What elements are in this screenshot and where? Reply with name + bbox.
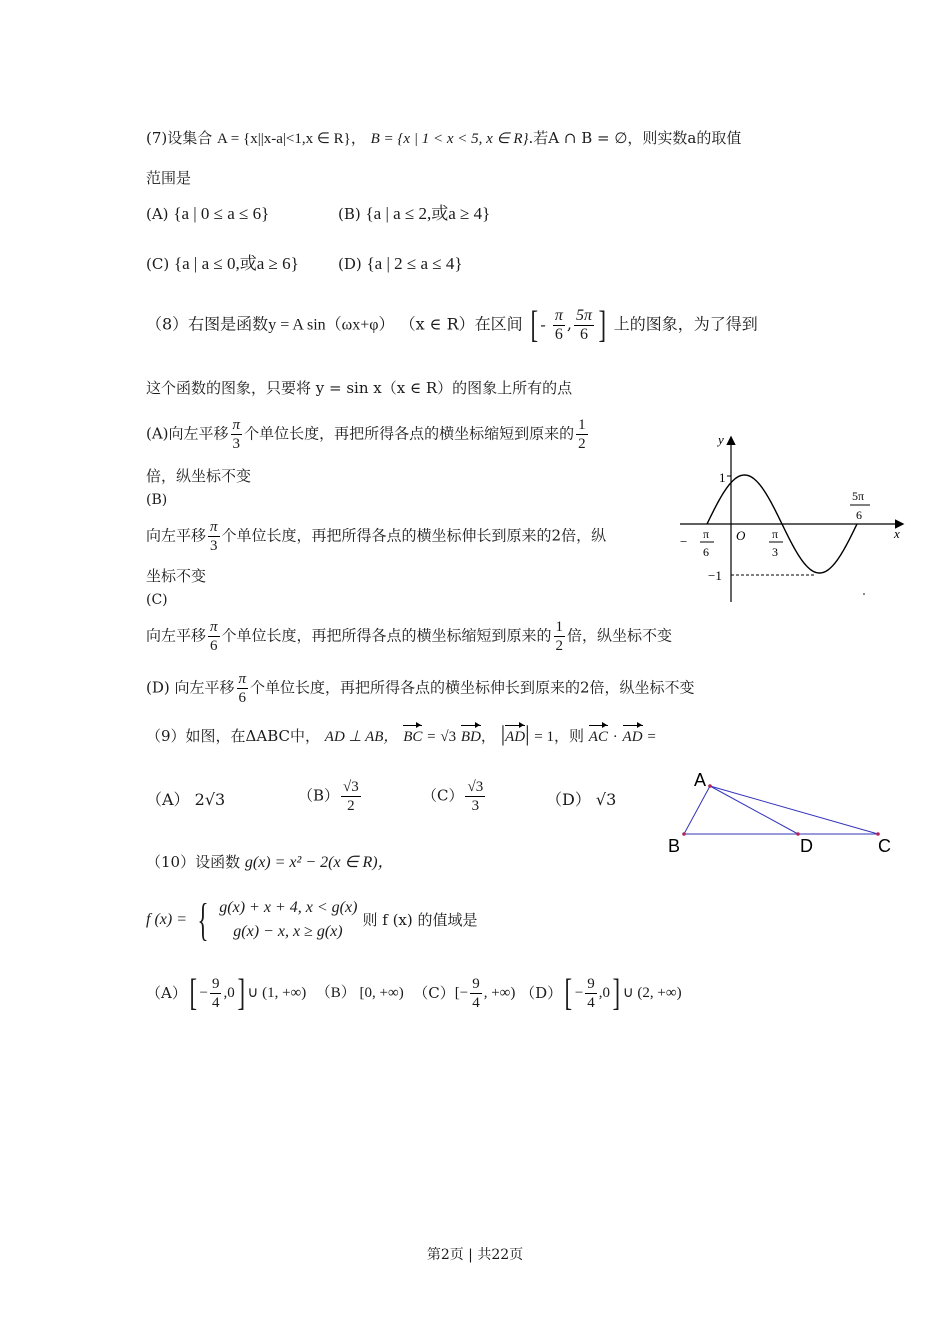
q8-frac-5pi6-den: 6 [579,325,588,343]
q8-option-a-b: 个单位长度，再把所得各点的横坐标缩短到原来的 [244,424,575,443]
q10-tail: 则 f (x) 的值域是 [362,911,478,929]
q10-f-lhs: f (x) = [146,911,187,928]
q7-comma: ， [350,129,366,147]
q10-d-zero: ,0 [598,985,611,1001]
q7-prefix: (7)设集合 [146,129,213,147]
q10-a-frac-den: 4 [211,994,220,1011]
x-axis-label: x [894,526,900,541]
q10-a-frac-num: 9 [211,975,220,992]
q8-option-c-half-den: 2 [555,638,564,654]
x-tick-right-num: 5π [852,489,865,503]
q8-sine-graph [676,428,908,606]
q8-stem: （8）右图是函数y = A sin（ωx+φ） （x ∈ R）在区间 [ - $\frac{\pi}{6}$ , $\frac{5\pi}{6}$ ] 上的图象，为了得到 [146,304,758,346]
q9-stem-a: （9）如图，在ΔABC中， [146,727,320,745]
q8-option-b-label: (B) [146,492,168,508]
q8-frac-pi6-den: 6 [554,325,563,343]
q10-options [146,974,682,1012]
q8-option-b-frac-den: 3 [210,538,218,554]
q8-frac-pi6-num: π [554,306,563,324]
q9-abs-close: | [525,721,530,746]
q8-option-a-frac-den: 3 [232,436,241,452]
q7-option-a [146,204,269,224]
q10-f-def [146,896,478,944]
q10-c-open: [− [454,985,469,1001]
q9-option-b-frac [341,778,361,815]
q7-set-b: B = {x | 1 < x < 5, x ∈ R} [370,131,529,147]
q10-a-zero: ,0 [223,985,235,1001]
q8-stem-a: （8）右图是函数 [146,314,269,334]
q9-tail: = [647,729,656,745]
q7-option-c-text: {a | a ≤ 0,或a ≥ 6} [173,254,299,273]
q8-option-c [146,618,672,655]
y-tick-minus1: −1 [708,568,722,583]
q8-option-a-frac [231,416,243,453]
q9-comma: ， [480,727,496,745]
q10-brace: { [197,894,209,945]
q8-domain: （x ∈ R）在区间 [399,314,523,334]
label-c: C [878,836,891,856]
q7-set-a: A = {x||x-a|<1,x ∈ R} [217,131,351,147]
q8-option-c-half [554,618,566,655]
q8-option-d-a: (D) 向左平移 [146,678,235,697]
q7-option-b [338,204,490,224]
q9-vec-bd: BD [460,729,481,745]
q10-a-bracket-open: [ [189,972,197,1014]
q10-a-bracket-close: ] [237,972,245,1014]
q10-option-c-label: （C） [413,984,455,1002]
q9-option-c-num: √3 [467,779,484,795]
q8-minus: - [540,316,546,334]
q7-option-a-text: {a | 0 ≤ a ≤ 6} [173,204,270,223]
q9-option-b-num: √3 [343,779,359,795]
edge-ad [710,786,798,834]
q9-option-b-label: （B） [298,786,340,805]
q7-option-c-label: (C) [146,255,170,273]
q7-option-a-label: (A) [146,205,169,223]
q10-option-d-label: （D） [520,984,563,1002]
q8-frac-5pi6-num: 5π [575,306,592,324]
q8-option-a-half [576,416,588,453]
q10-case2: g(x) − x, x ≥ g(x) [233,923,343,940]
q8-option-c-frac-den: 6 [210,638,218,654]
q8-option-a-cont: 倍，纵坐标不变 [146,467,252,485]
q9-vec-ad: AD [505,729,526,745]
label-a: A [694,770,707,790]
q8-frac-pi6 [553,307,565,344]
q8-option-c-half-num: 1 [555,619,564,635]
q9-stem [146,721,656,747]
q8-bracket-close: ] [598,304,607,346]
q9-abs-open: | [500,721,506,746]
q9-vec-bc: BC [403,729,423,745]
q8-func: y = A sin（ωx+φ） [268,316,395,334]
q8-option-d [146,670,695,707]
q8-option-c-frac-num: π [210,619,218,635]
q7-option-d-text: {a | 2 ≤ a ≤ 4} [366,254,463,273]
q10-a-tail: ∪ (1, +∞) [247,985,307,1001]
q9-option-b-den: 2 [347,798,355,814]
q8-option-c-b: 个单位长度，再把所得各点的横坐标缩短到原来的 [221,626,552,645]
q9-vec-ad2: AD [622,729,643,745]
q10-stem [146,852,394,873]
q8-frac-5pi6 [574,307,594,344]
q9-triangle-figure [660,766,900,862]
q9-dot: · [612,729,618,745]
q10-stem-text: （10）设函数 [146,853,241,871]
q9-option-d: （D） √3 [546,790,617,809]
q9-option-c [422,778,487,815]
q7-condition: .若A ∩ B = ∅，则实数a的取值 [528,129,742,147]
q7-option-d-label: (D) [338,255,362,273]
q10-d-frac-den: 4 [587,994,595,1011]
q8-option-b [146,518,606,555]
q9-abs-eq: = 1，则 [534,729,585,745]
q8-option-d-frac-num: π [238,671,247,687]
x-tick-neg-sign: − [680,534,688,549]
page-footer: 第2页 | 共22页 [426,1247,524,1263]
x-tick-mid-den: 3 [772,545,778,559]
x-tick-right-den: 6 [856,508,862,522]
q8-option-a-a: (A)向左平移 [146,424,229,443]
q10-c-frac-den: 4 [472,994,480,1011]
point-b [682,832,686,836]
q9-perp: AD ⊥ AB， [324,729,399,745]
y-axis-label: y [718,432,724,447]
q9-option-b [298,778,363,815]
q10-d-bracket-open: [ [564,972,573,1014]
q8-option-b-a: 向左平移 [146,526,207,545]
q7-line2: 范围是 [146,169,192,187]
q10-a-minus: − [199,985,208,1001]
q10-c-tail: , +∞) [483,985,516,1001]
corner-dot [863,593,865,595]
q7-option-b-text: {a | a ≤ 2,或a ≥ 4} [365,204,491,223]
q10-case1: g(x) + x + 4, x < g(x) [219,899,358,916]
q7-option-d [338,254,463,274]
x-tick-mid-num: π [772,527,779,541]
q9-option-a: （A） 2√3 [146,790,226,809]
origin-label: O [736,528,746,543]
q8-option-b-cont: 坐标不变 [146,567,207,585]
q9-sqrt3: √3 [440,729,457,745]
q7-option-b-label: (B) [338,205,361,223]
q10-d-minus: − [574,985,584,1001]
q10-a-frac [210,975,222,1012]
q8-option-d-frac [237,670,249,707]
edge-ab [684,786,710,834]
q8-stem-b: 上的图象，为了得到 [613,314,758,334]
x-tick-neg-den: 6 [703,545,709,559]
q8-option-a-half-num: 1 [578,417,586,433]
q8-option-a [146,416,590,453]
q7-option-c [146,254,299,274]
q8-option-c-frac [208,618,220,655]
q8-option-b-frac-num: π [210,519,218,535]
q8-option-a-frac-num: π [232,417,241,433]
q10-g: g(x) = x² − 2(x ∈ R)， [244,854,394,871]
q9-option-c-den: 3 [471,798,480,814]
q8-bracket-open: [ [530,304,538,346]
q10-c-frac [470,975,482,1012]
q7-stem [146,128,741,149]
q8-line2: 这个函数的图象，只要将 y = sin x（x ∈ R）的图象上所有的点 [146,379,573,397]
q10-option-b: （B） [0, +∞) [315,985,404,1001]
q10-c-frac-num: 9 [472,975,480,992]
point-a [708,784,712,788]
q8-option-c-c: 倍，纵坐标不变 [567,626,673,645]
label-d: D [800,836,813,856]
q9-eq: = [427,729,436,745]
q9-option-c-frac [465,778,485,815]
q10-d-tail: ∪ (2, +∞) [622,985,682,1001]
y-tick-1: 1 [719,470,726,485]
q8-option-d-frac-den: 6 [238,690,246,706]
q8-option-b-b: 个单位长度，再把所得各点的横坐标伸长到原来的2倍，纵 [221,526,607,545]
label-b: B [668,836,681,856]
q9-vec-ac: AC [588,729,608,745]
q8-option-c-a: 向左平移 [146,626,207,645]
x-tick-neg-num: π [703,527,710,541]
q10-option-a-label: （A） [146,984,187,1002]
q10-d-bracket-close: ] [612,972,621,1014]
q9-option-c-label: （C） [422,786,464,805]
q10-d-frac-num: 9 [587,975,595,992]
q10-cases [219,896,357,944]
q8-option-c-label: (C) [146,592,168,608]
q10-d-frac [585,975,597,1012]
edge-ac [710,786,878,834]
q8-option-d-b: 个单位长度，再把所得各点的横坐标伸长到原来的2倍，纵坐标不变 [250,678,695,697]
q8-option-b-frac [208,518,220,555]
q8-option-a-half-den: 2 [578,436,586,452]
